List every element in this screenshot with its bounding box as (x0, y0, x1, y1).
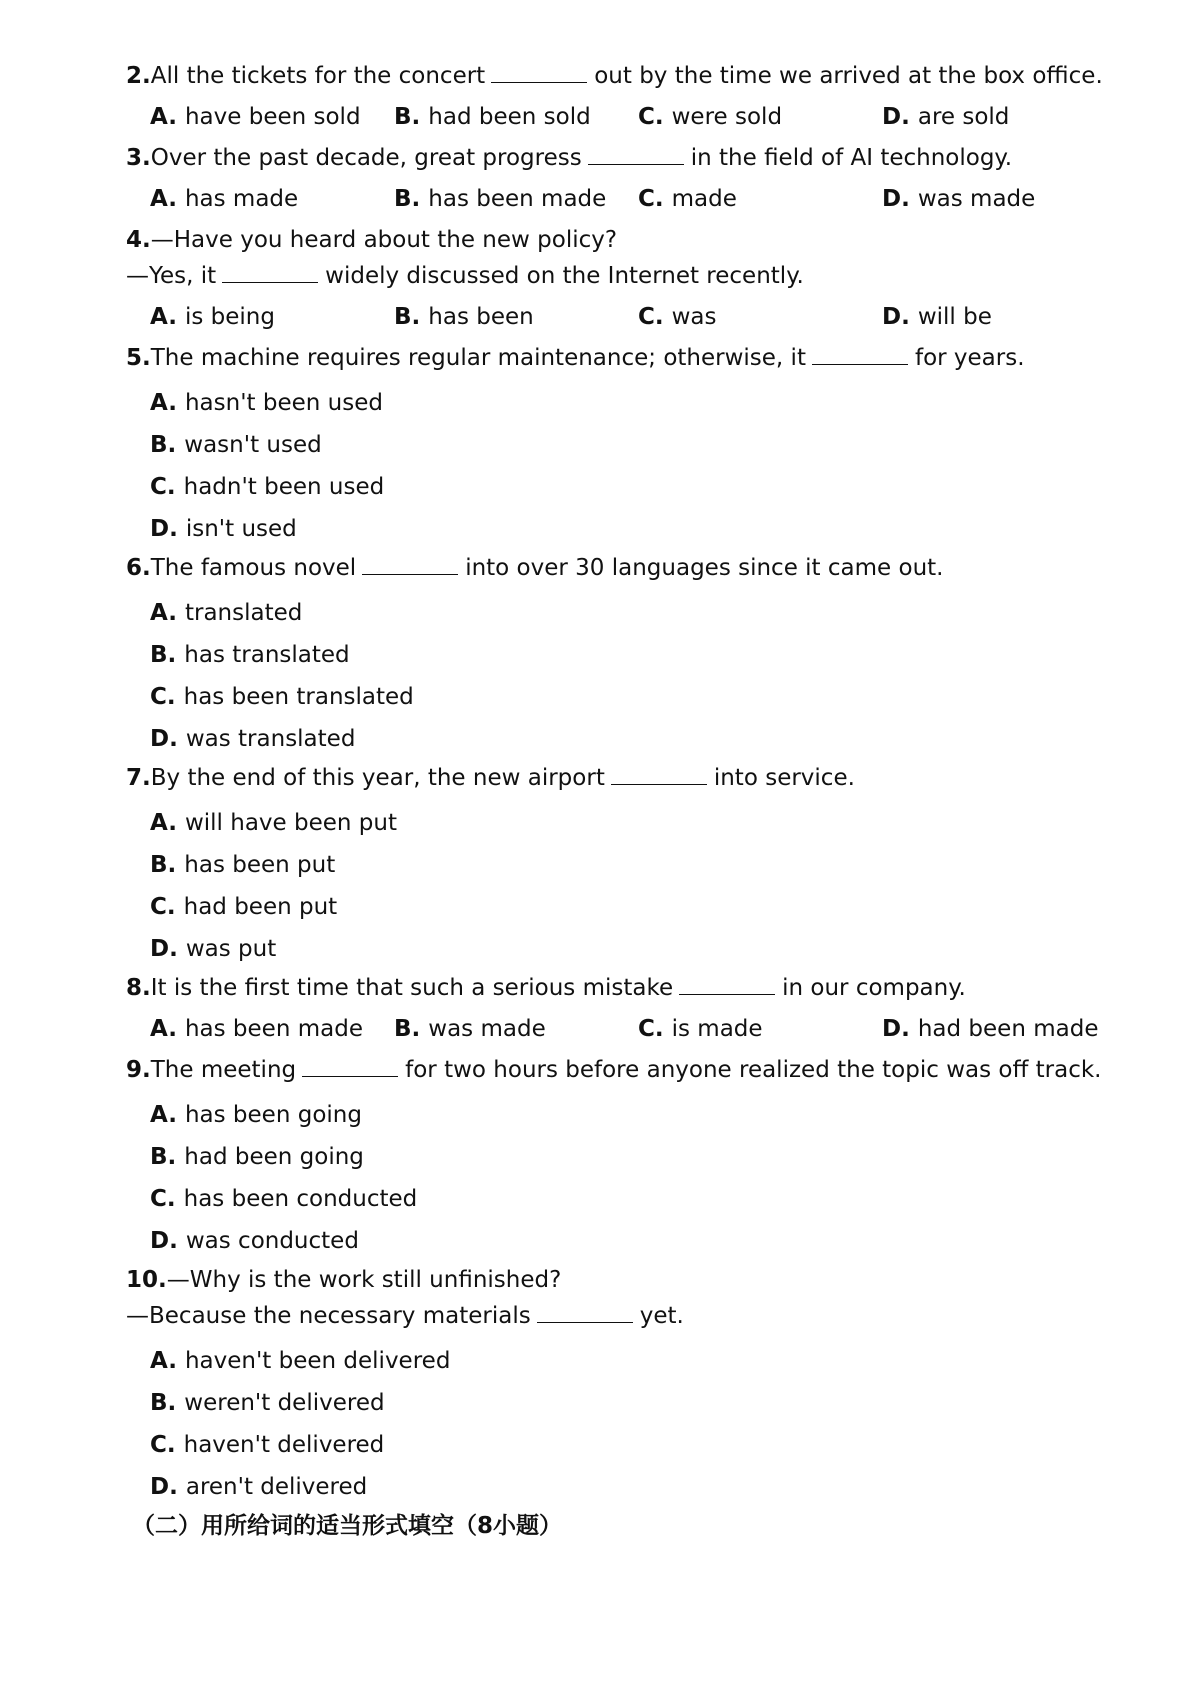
question-text: yet. (639, 1303, 684, 1329)
answer-blank (679, 974, 775, 995)
option-letter: C. (638, 186, 664, 212)
option-text: hasn't been used (184, 390, 383, 416)
question-stem (126, 258, 1126, 294)
option-b (394, 1011, 638, 1047)
option-a (150, 99, 394, 135)
option-letter: D. (150, 936, 178, 962)
question-text: —Why is the work still unfinished? (166, 1267, 562, 1293)
question-stem (126, 1298, 1126, 1334)
option-letter: B. (150, 1144, 177, 1170)
option-text: are sold (917, 104, 1010, 130)
question-stem (126, 340, 1126, 376)
question-stem (126, 58, 1126, 94)
worksheet (126, 58, 1126, 1544)
option-text: was made (917, 186, 1036, 212)
option-letter: C. (150, 894, 176, 920)
question-text: It is the first time that such a serious mistake (150, 975, 674, 1001)
question-text: The famous novel (150, 555, 357, 581)
answer-blank (588, 144, 684, 165)
option-d (150, 1220, 1126, 1262)
question-number: 7. (126, 765, 151, 791)
answer-options (150, 1334, 1126, 1508)
question-text: —Because the necessary materials (126, 1303, 531, 1329)
answer-blank (812, 344, 908, 365)
option-letter: A. (150, 810, 177, 836)
question-number: 6. (126, 555, 151, 581)
option-d (882, 299, 1126, 335)
option-c (638, 99, 882, 135)
option-text: had been going (184, 1144, 364, 1170)
question-stem (126, 970, 1126, 1006)
option-letter: D. (882, 104, 910, 130)
question-number: 2. (126, 63, 151, 89)
option-b (394, 299, 638, 335)
question-number: 3. (126, 145, 151, 171)
question-stem (126, 760, 1126, 796)
option-text: has been (428, 304, 534, 330)
option-text: has been put (184, 852, 336, 878)
answer-options (150, 586, 1126, 760)
option-letter: D. (150, 1228, 178, 1254)
option-text: isn't used (185, 516, 297, 542)
question-text: All the tickets for the concert (150, 63, 486, 89)
question-stem (126, 1052, 1126, 1088)
question-stem-line (126, 1262, 1126, 1298)
question-6 (126, 550, 1126, 760)
option-text: will be (917, 304, 992, 330)
answer-options (150, 94, 1126, 140)
option-c (150, 676, 1126, 718)
option-text: made (671, 186, 737, 212)
option-b (150, 424, 1126, 466)
answer-options (150, 294, 1126, 340)
option-a (150, 1094, 1126, 1136)
option-letter: A. (150, 390, 177, 416)
option-letter: C. (638, 304, 664, 330)
option-letter: C. (150, 684, 176, 710)
question-text: in the field of AI technology. (690, 145, 1013, 171)
option-b (150, 1382, 1126, 1424)
option-letter: A. (150, 1348, 177, 1374)
option-letter: B. (150, 432, 177, 458)
option-a (150, 592, 1126, 634)
option-a (150, 299, 394, 335)
question-number: 5. (126, 345, 151, 371)
question-text: for years. (914, 345, 1025, 371)
option-text: has been made (428, 186, 607, 212)
option-text: had been made (917, 1016, 1099, 1042)
answer-options (150, 376, 1126, 550)
option-text: aren't delivered (185, 1474, 368, 1500)
question-text: —Have you heard about the new policy? (150, 227, 618, 253)
option-letter: C. (150, 1186, 176, 1212)
option-a (150, 802, 1126, 844)
option-letter: C. (150, 474, 176, 500)
option-letter: B. (150, 642, 177, 668)
option-c (638, 299, 882, 335)
question-text: widely discussed on the Internet recently. (325, 263, 804, 289)
option-text: have been sold (184, 104, 361, 130)
answer-blank (537, 1302, 633, 1323)
option-letter: C. (638, 104, 664, 130)
option-text: had been put (183, 894, 338, 920)
option-text: wasn't used (184, 432, 322, 458)
option-text: was conducted (185, 1228, 359, 1254)
answer-blank (611, 764, 707, 785)
question-stem (126, 140, 1126, 176)
option-text: was translated (185, 726, 356, 752)
option-b (150, 1136, 1126, 1178)
option-c (150, 1424, 1126, 1466)
answer-blank (222, 262, 318, 283)
option-letter: A. (150, 600, 177, 626)
question-text: Over the past decade, great progress (150, 145, 582, 171)
option-b (150, 634, 1126, 676)
question-8 (126, 970, 1126, 1052)
option-text: is being (184, 304, 275, 330)
option-letter: B. (150, 852, 177, 878)
option-text: weren't delivered (184, 1390, 385, 1416)
section-heading: （二）用所给词的适当形式填空（8小题） (132, 1513, 563, 1539)
question-number: 4. (126, 227, 151, 253)
question-text: for two hours before anyone realized the topic was off track. (405, 1057, 1102, 1083)
option-letter: A. (150, 104, 177, 130)
question-text: By the end of this year, the new airport (150, 765, 605, 791)
option-a (150, 181, 394, 217)
option-text: has been translated (183, 684, 414, 710)
option-text: was put (185, 936, 277, 962)
option-text: was (671, 304, 717, 330)
option-d (150, 718, 1126, 760)
question-text: —Yes, it (126, 263, 217, 289)
question-9 (126, 1052, 1126, 1262)
question-10 (126, 1262, 1126, 1508)
question-number: 8. (126, 975, 151, 1001)
option-text: has been going (184, 1102, 362, 1128)
option-letter: A. (150, 1102, 177, 1128)
option-text: has been made (184, 1016, 363, 1042)
option-letter: A. (150, 304, 177, 330)
option-text: has been conducted (183, 1186, 418, 1212)
option-d (882, 1011, 1126, 1047)
question-3 (126, 140, 1126, 222)
option-text: will have been put (184, 810, 397, 836)
option-letter: D. (150, 516, 178, 542)
question-text: The meeting (150, 1057, 297, 1083)
option-b (394, 181, 638, 217)
option-letter: D. (150, 1474, 178, 1500)
question-text: in our company. (782, 975, 966, 1001)
option-letter: C. (638, 1016, 664, 1042)
option-letter: C. (150, 1432, 176, 1458)
option-d (150, 1466, 1126, 1508)
question-5 (126, 340, 1126, 550)
option-letter: B. (394, 1016, 421, 1042)
option-b (394, 99, 638, 135)
option-d (882, 99, 1126, 135)
option-text: haven't delivered (183, 1432, 385, 1458)
option-letter: B. (394, 186, 421, 212)
option-letter: B. (394, 104, 421, 130)
option-text: were sold (671, 104, 783, 130)
option-d (150, 928, 1126, 970)
answer-options (150, 176, 1126, 222)
question-text: The machine requires regular maintenance; otherwise, it (150, 345, 806, 371)
question-text: into service. (713, 765, 855, 791)
option-a (150, 1011, 394, 1047)
option-text: hadn't been used (183, 474, 385, 500)
option-c (638, 1011, 882, 1047)
option-letter: A. (150, 186, 177, 212)
answer-blank (491, 62, 587, 83)
option-c (150, 886, 1126, 928)
answer-blank (362, 554, 458, 575)
answer-options (150, 1006, 1126, 1052)
option-c (638, 181, 882, 217)
option-text: was made (428, 1016, 546, 1042)
option-d (150, 508, 1126, 550)
option-letter: D. (882, 1016, 910, 1042)
option-text: has made (184, 186, 299, 212)
question-number: 9. (126, 1057, 151, 1083)
option-c (150, 466, 1126, 508)
option-text: translated (184, 600, 303, 626)
question-stem (126, 550, 1126, 586)
option-c (150, 1178, 1126, 1220)
option-letter: B. (394, 304, 421, 330)
option-a (150, 1340, 1126, 1382)
option-letter: A. (150, 1016, 177, 1042)
option-a (150, 382, 1126, 424)
option-text: haven't been delivered (184, 1348, 451, 1374)
answer-options (150, 1088, 1126, 1262)
question-7 (126, 760, 1126, 970)
option-letter: D. (150, 726, 178, 752)
option-letter: B. (150, 1390, 177, 1416)
answer-options (150, 796, 1126, 970)
option-d (882, 181, 1126, 217)
option-b (150, 844, 1126, 886)
option-text: had been sold (428, 104, 591, 130)
option-text: is made (671, 1016, 763, 1042)
question-text: into over 30 languages since it came out. (465, 555, 944, 581)
option-text: has translated (184, 642, 350, 668)
question-4 (126, 222, 1126, 340)
question-number: 10. (126, 1267, 167, 1293)
option-letter: D. (882, 304, 910, 330)
question-text: out by the time we arrived at the box office. (594, 63, 1103, 89)
question-stem-line (126, 222, 1126, 258)
answer-blank (302, 1056, 398, 1077)
question-2 (126, 58, 1126, 140)
option-letter: D. (882, 186, 910, 212)
